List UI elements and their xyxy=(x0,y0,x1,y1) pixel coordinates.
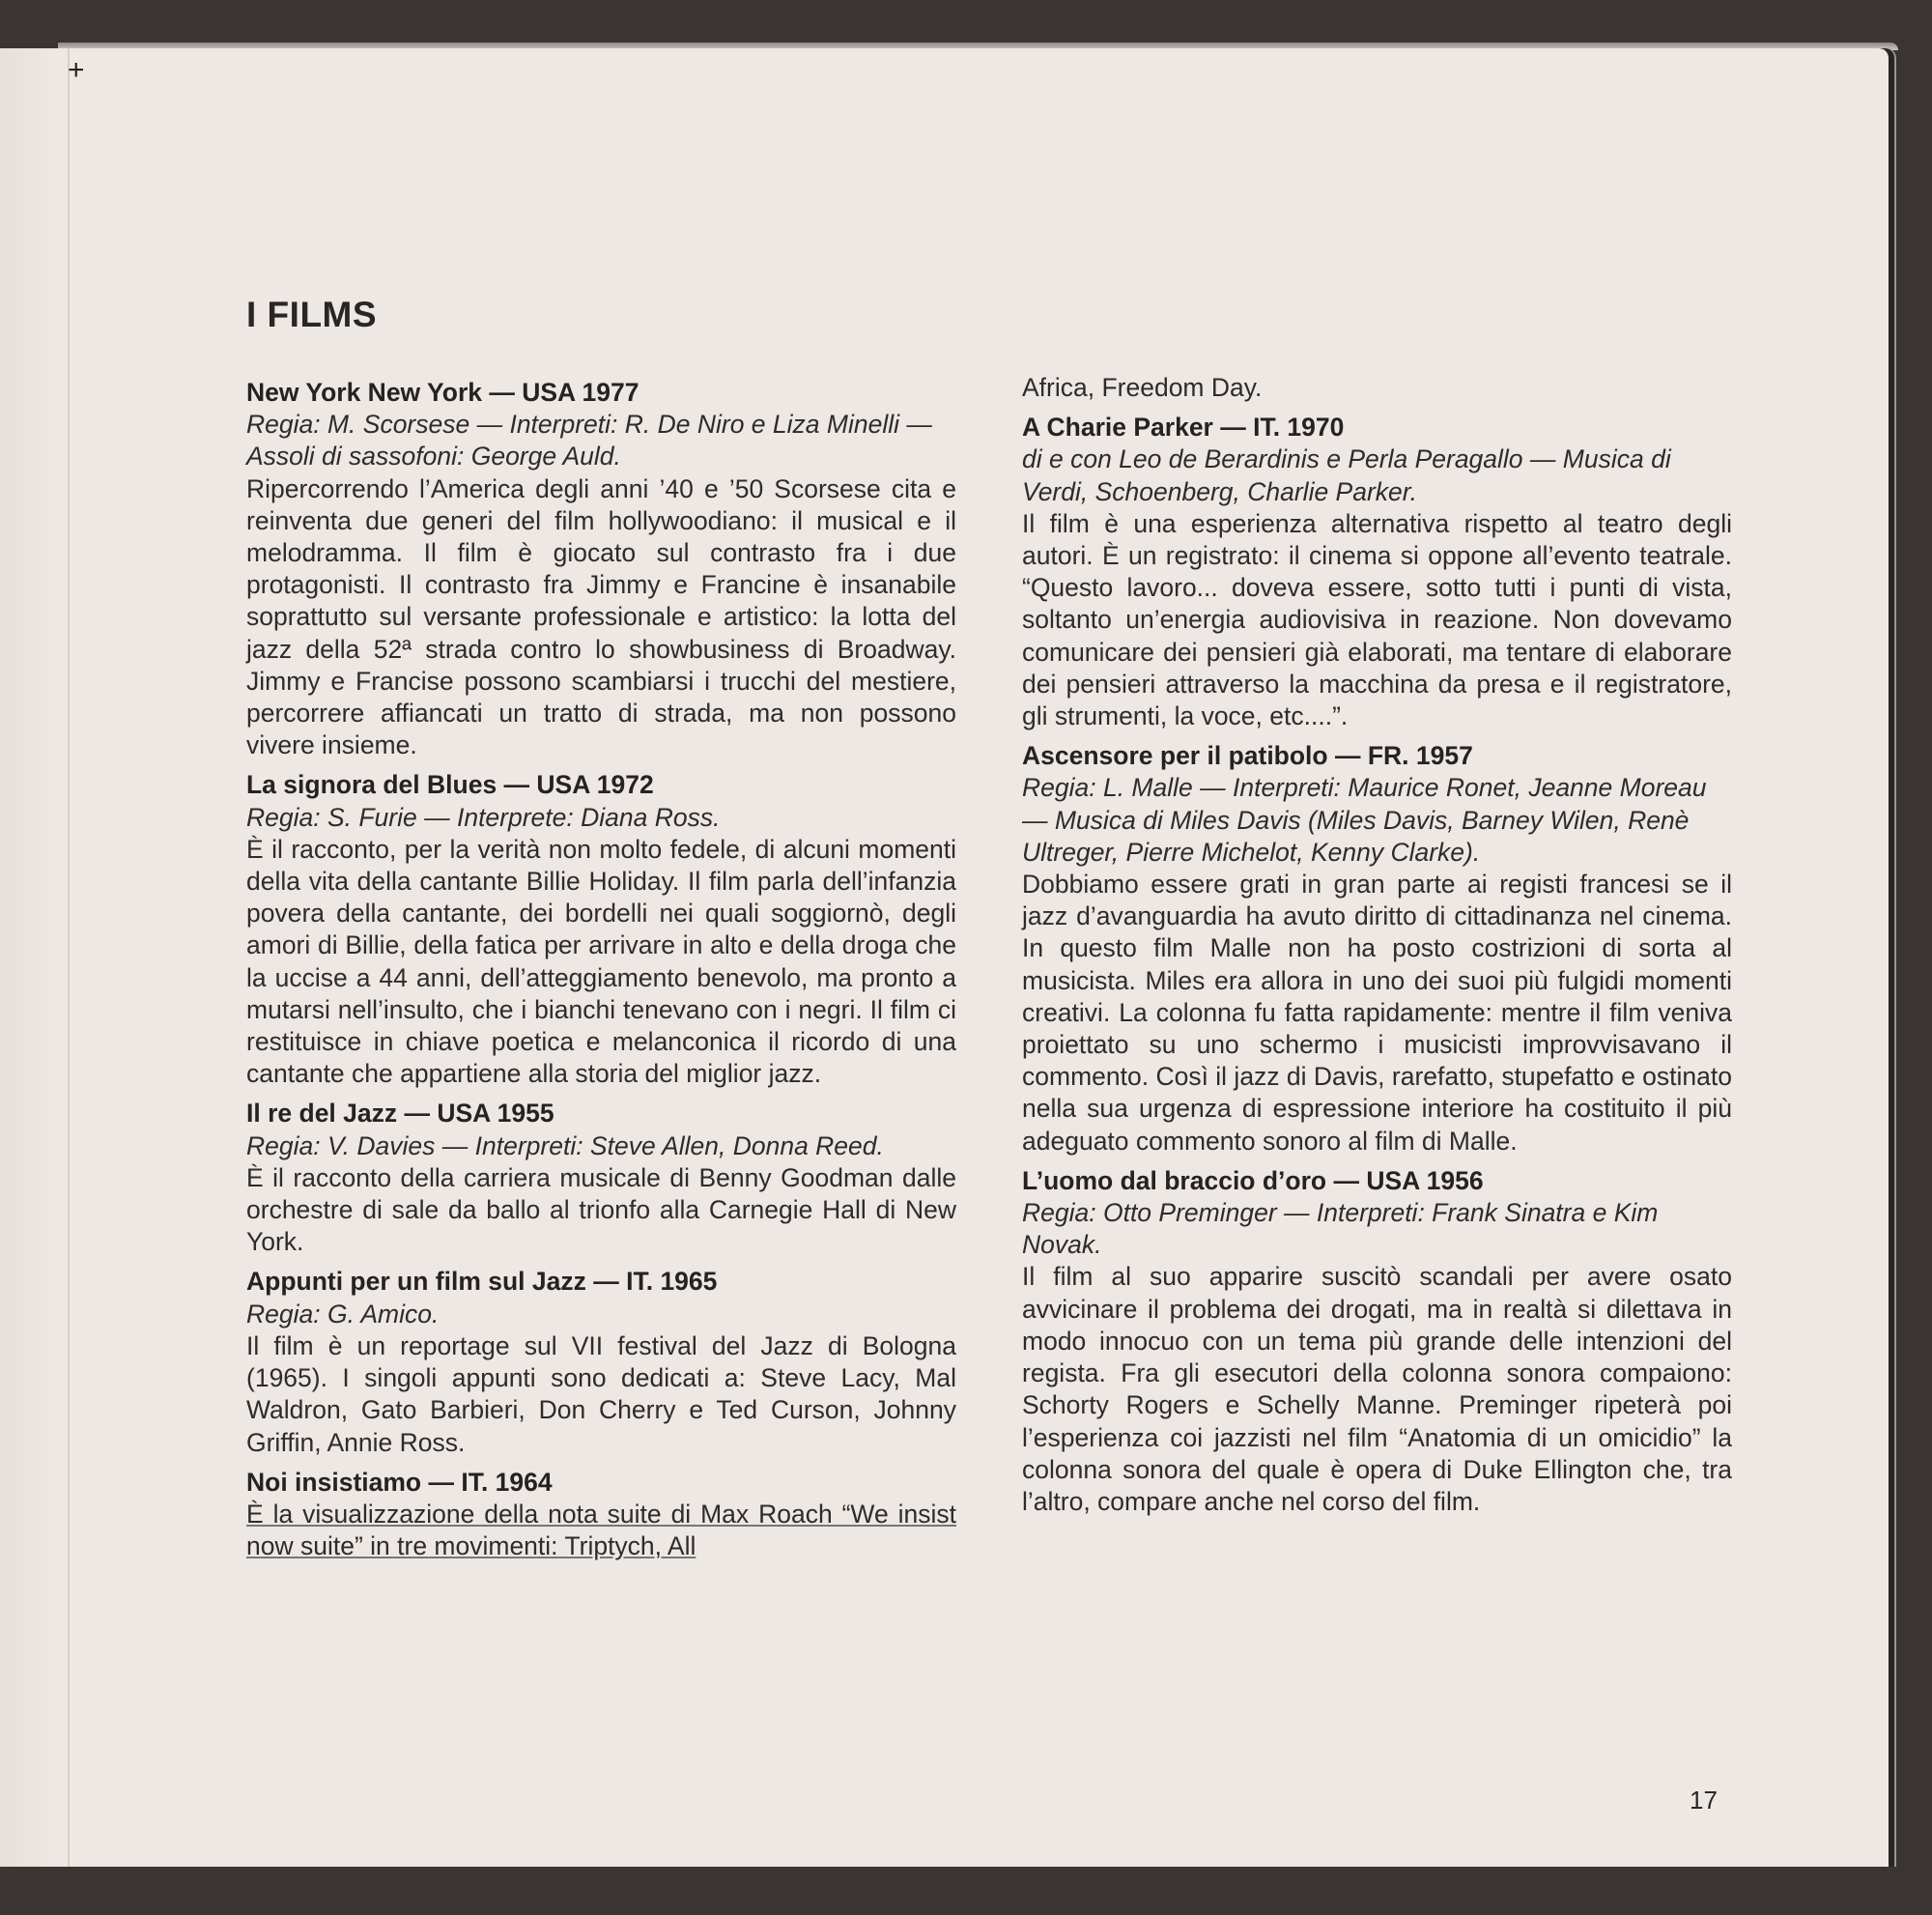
film-entry xyxy=(246,1467,956,1563)
film-title: L’uomo dal braccio d’oro — USA 1956 xyxy=(1022,1165,1484,1195)
film-description: È la visualizzazione della nota suite di Max Roach “We insist now suite” in tre movimenti: Triptych, All xyxy=(246,1499,956,1561)
film-entry xyxy=(246,1266,956,1458)
film-entry xyxy=(246,377,956,761)
page-number: 17 xyxy=(1690,1786,1718,1815)
film-title: Il re del Jazz — USA 1955 xyxy=(246,1099,554,1129)
right-column xyxy=(1022,372,1732,1526)
film-credits: Regia: S. Furie — Interprete: Diana Ross. xyxy=(246,802,721,832)
film-credits: di e con Leo de Berardinis e Perla Peragallo — Musica di Verdi, Schoenberg, Charlie Parker. xyxy=(1022,444,1671,506)
film-title: New York New York — USA 1977 xyxy=(246,378,639,407)
film-description-continued: Africa, Freedom Day. xyxy=(1022,373,1263,402)
film-description: È il racconto, per la verità non molto fedele, di alcuni momenti della vita della cantante Billie Holiday. Il film parla dell’infanzia povera della cantante, dei bordelli nei quali soggiornò, degli amori di Billie, della fatica per arrivare in alto e della droga che la uccise a 44 anni, dell’atteggiamento benevolo, ma pronto a mutarsi nell’insulto, che i bianchi tenevano con i negri. Il film ci restituisce in chiave poetica e melanconica il ricordo di una cantante che appartiene alla storia del miglior jazz. xyxy=(246,834,956,1089)
film-title: Appunti per un film sul Jazz — IT. 1965 xyxy=(246,1267,718,1297)
crop-mark-icon: + xyxy=(68,54,85,86)
film-title: Noi insistiamo — IT. 1964 xyxy=(246,1467,553,1497)
film-credits: Regia: L. Malle — Interpreti: Maurice Ronet, Jeanne Moreau — Musica di Miles Davis (Miles Davis, Barney Wilen, Renè Ultreger, Pierre Michelot, Kenny Clarke). xyxy=(1022,773,1707,867)
gutter-shadow xyxy=(0,48,58,1867)
page-fold-line xyxy=(68,48,70,1867)
film-title: Ascensore per il patibolo — FR. 1957 xyxy=(1022,741,1473,771)
film-title: La signora del Blues — USA 1972 xyxy=(246,770,654,800)
film-entry xyxy=(1022,412,1732,732)
film-description: È il racconto della carriera musicale di Benny Goodman dalle orchestre di sale da ballo al trionfo alla Carnegie Hall di New York. xyxy=(246,1162,956,1257)
film-entry xyxy=(246,769,956,1090)
film-title: A Charie Parker — IT. 1970 xyxy=(1022,413,1345,443)
film-entry xyxy=(1022,1165,1732,1518)
section-title: I FILMS xyxy=(246,295,378,334)
film-credits: Regia: G. Amico. xyxy=(246,1299,440,1329)
left-column xyxy=(246,377,956,1570)
film-credits: Regia: V. Davies — Interpreti: Steve Allen, Donna Reed. xyxy=(246,1130,884,1160)
film-description: Il film è un reportage sul VII festival del Jazz di Bologna (1965). I singoli appunti sono dedicati a: Steve Lacy, Mal Waldron, Gato Barbieri, Don Cherry e Ted Curson, Johnny Griffin, Annie Ross. xyxy=(246,1330,956,1457)
film-description: Il film è una esperienza alternativa rispetto al teatro degli autori. È un registrato: il cinema si oppone all’evento teatrale. “Questo lavoro... doveva essere, sotto tutti i punti di vista, soltanto un’energia audiovisiva in reazione. Non dovevamo comunicare dei pensieri già elaborati, ma tentare di elaborare dei pensieri attraverso la macchina da presa e il registratore, gli strumenti, la voce, etc....”. xyxy=(1022,508,1732,731)
film-description: Il film al suo apparire suscitò scandali per avere osato avvicinare il problema dei drogati, ma in realtà si dilettava in modo innocuo con un tema più grande delle intenzioni del regista. Fra gli esecutori della colonna sonora compaiono: Schorty Rogers e Schelly Manne. Preminger ripeterà poi l’esperienza coi jazzisti nel film “Anatomia di un omicidio” la colonna sonora del quale è opera di Duke Ellington che, tra l’altro, compare anche nel corso del film. xyxy=(1022,1262,1732,1516)
film-description: Ripercorrendo l’America degli anni ’40 e ’50 Scorsese cita e reinventa due generi del film hollywoodiano: il musical e il melodramma. Il film è giocato sul contrasto fra i due protagonisti. Il contrasto fra Jimmy e Francine è insanabile soprattutto sul versante professionale e artistico: la lotta del jazz della 52ª strada contro lo showbusiness di Broadway. Jimmy e Francise possono scambiarsi i trucchi del mestiere, percorrere affiancati un tratto di strada, ma non possono vivere insieme. xyxy=(246,473,956,760)
film-entry xyxy=(246,1098,956,1258)
film-credits: Regia: Otto Preminger — Interpreti: Frank Sinatra e Kim Novak. xyxy=(1022,1198,1659,1260)
film-entry xyxy=(1022,740,1732,1158)
film-description: Dobbiamo essere grati in gran parte ai registi francesi se il jazz d’avanguardia ha avuto diritto di cittadinanza nel cinema. In questo film Malle non ha posto costrizioni di sorta al musicista. Miles era allora in uno dei suoi più fulgidi momenti creativi. La colonna fu fatta rapidamente: mentre il film veniva proiettato su uno schermo i musicisti improvvisavano il commento. Così il jazz di Davis, rarefatto, stupefatto e ostinato nella sua urgenza di espressione interiore ha costituito il più adeguato commento sonoro al film di Malle. xyxy=(1022,870,1732,1156)
continued-text xyxy=(1022,372,1732,404)
film-credits: Regia: M. Scorsese — Interpreti: R. De Niro e Liza Minelli — Assoli di sassofoni: George Auld. xyxy=(246,410,932,472)
